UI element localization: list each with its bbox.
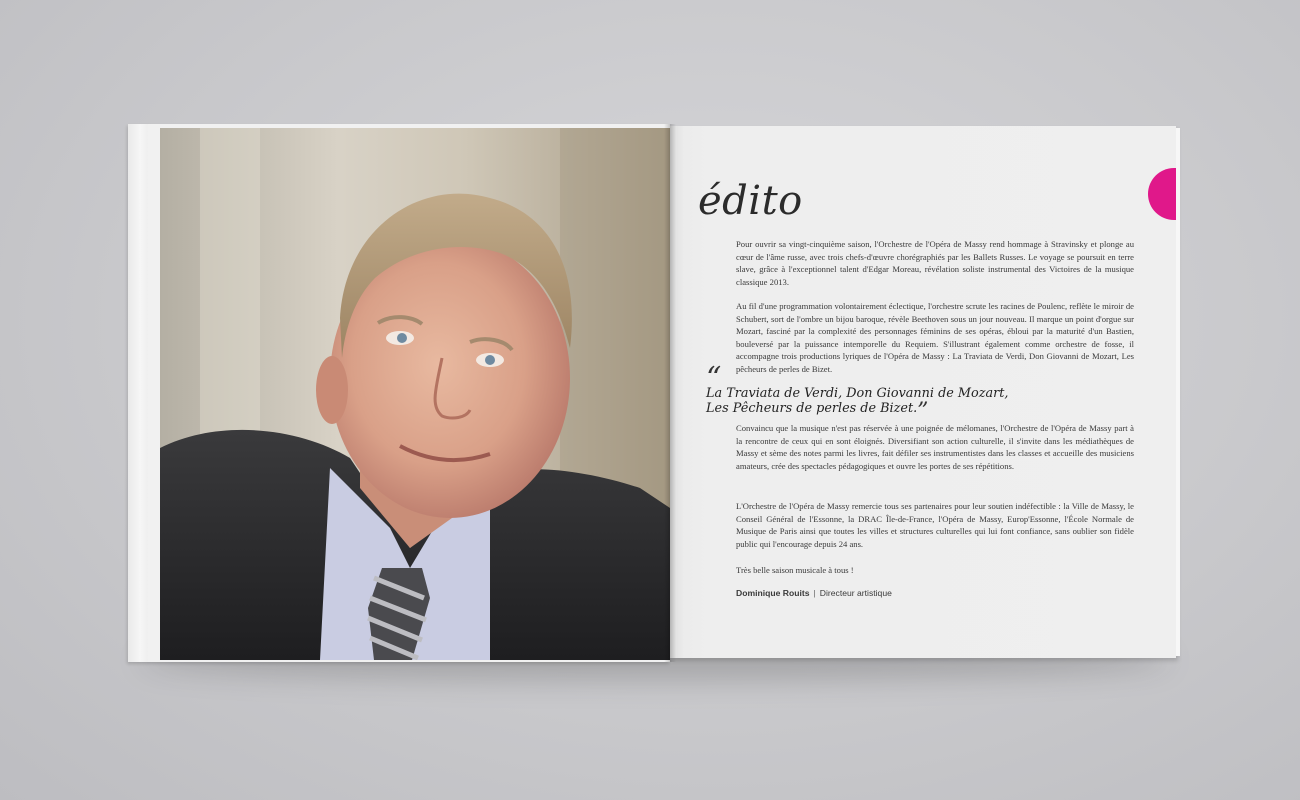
page-edge bbox=[1176, 128, 1180, 656]
open-booklet bbox=[128, 124, 1178, 662]
page-title: édito bbox=[698, 178, 803, 224]
signature-role: Directeur artistique bbox=[819, 588, 892, 598]
booklet-spine bbox=[664, 124, 676, 662]
right-page bbox=[670, 126, 1176, 658]
pull-quote-line: La Traviata de Verdi, Don Giovanni de Mozart, bbox=[706, 386, 1009, 401]
pull-quote bbox=[706, 386, 1009, 424]
quote-open-mark: “ bbox=[706, 361, 722, 396]
paragraph-intro: Pour ouvrir sa vingt-cinquième saison, l'Orchestre de l'Opéra de Massy rend hommage à Stravinsky et plonge au cœur de l'âme russe, avec trois chefs-d'œuvre chorégraphiés par les Ballets Russes. Le voyage se poursuit en terre slave, grâce à l'exceptionnel talent d'Edgar Moreau, révélation soliste instrumental des Victoires de la musique classique 2013. bbox=[736, 239, 1134, 287]
page-edge bbox=[128, 124, 148, 662]
section-tab-marker bbox=[1148, 168, 1176, 220]
left-page bbox=[128, 124, 670, 662]
portrait-photo bbox=[160, 128, 670, 660]
paragraph-outreach: Convaincu que la musique n'est pas réservée à une poignée de mélomanes, l'Orchestre de l'Opéra de Massy part à la rencontre de ceux qui en sont éloignés. Diversifiant son action culturelle, il s'invite dans les médiathèques de Massy et sème des notes parmi les livres, fait défiler ses instrumentistes dans les classes et accueille des musiciens amateurs, crée des spectacles pédagogiques et ouvre les portes de ses répétitions. bbox=[736, 423, 1134, 471]
quote-close-mark: ” bbox=[917, 399, 929, 424]
paragraph-programme: Au fil d'une programmation volontairement éclectique, l'orchestre scrute les racines de Poulenc, reflète le miroir de Schubert, sort de l'ombre un bijou baroque, révèle Beethoven sous un jour nouveau. Il marque un point d'orgue sur Mozart, fasciné par la complexité des personnages féminins de ses opéras, ébloui par la maturité d'un Bastien, bouleversé par la puissance intemporelle du Requiem. S'illustrant également comme orchestre de fosse, il accompagne trois productions lyriques de l'Opéra de Massy : La Traviata de Verdi, Don Giovanni de Mozart, Les pêcheurs de perles de Bizet. bbox=[736, 301, 1134, 374]
signature-name: Dominique Rouits bbox=[736, 588, 810, 598]
signature-separator: | bbox=[813, 588, 816, 598]
pull-quote-line-last bbox=[706, 399, 1008, 424]
paragraph-thanks: L'Orchestre de l'Opéra de Massy remercie tous ses partenaires pour leur soutien indéfectible : la Ville de Massy, le Conseil Général de l'Essonne, la DRAC Île-de-France, l'Opéra de Massy, Europ'Essonne, l'École Normale de Musique de Paris ainsi que toutes les villes et structures culturelles qui lui font confiance, sans oublier son fidèle public qui l'encourage depuis 24 ans. bbox=[736, 501, 1134, 549]
pull-quote-line: Les Pêcheurs de perles de Bizet. bbox=[706, 401, 918, 416]
signature bbox=[736, 588, 892, 598]
paragraph-closing: Très belle saison musicale à tous ! bbox=[736, 565, 854, 575]
